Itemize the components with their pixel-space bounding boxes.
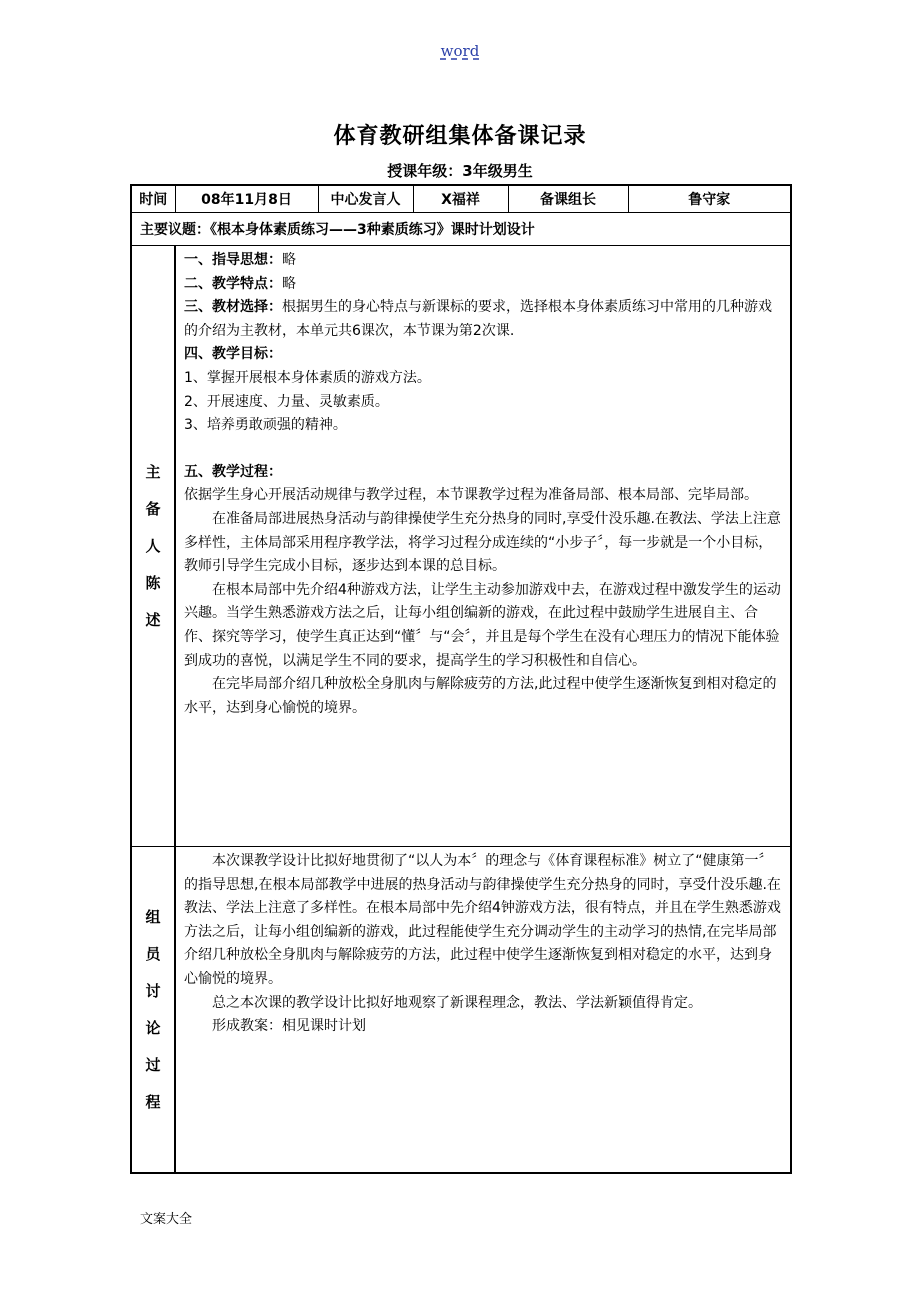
topic-text: 主要议题：《根本身体素质练习——3种素质练习》课时计划设计 xyxy=(131,213,791,246)
leader-value: 鲁守家 xyxy=(628,185,791,213)
leader-label: 备课组长 xyxy=(508,185,628,213)
header-word-link[interactable]: word xyxy=(440,42,480,60)
main-statement-row xyxy=(131,246,791,847)
speaker-label: 中心发言人 xyxy=(318,185,413,213)
main-statement-body: 一、指导思想：略 二、教学特点：略 三、教材选择：根据男生的身心特点与新课标的要求，选择根本身体素质练习中常用的几种游戏的介绍为主教材，本单元共6课次，本节课为第2次课. 四、教学目标： 1、掌握开展根本身体素质的游戏方法。 2、开展速度、力量、灵敏素质。 3、培养勇敢顽强的精神。 五、教学过程： 依据学生身心开展活动规律与教学过程，本节课教学过程为准备局部、根本局部、完毕局部。 在准备局部进展热身活动与韵律操使学生充分热身的同时,享受什没乐趣.在教法、学法上注意多样性，主体局部采用程序教学法，将学习过程分成连续的“小步子〞，每一步就是一个小目标，教师引导学生完成小目标，逐步达到本课的总目标。 在根本局部中先介绍4种游戏方法，让学生主动参加游戏中去，在游戏过程中激发学生的运动兴趣。当学生熟悉游戏方法之后，让每小组创编新的游戏，在此过程中鼓励学生进展自主、合作、探究等学习，使学生真正达到“懂〞与“会〞，并且是每个学生在没有心理压力的情况下能体验到成功的喜悦，以满足学生不同的要求，提高学生的学习积极性和自信心。 在完毕局部介绍几种放松全身肌肉与解除疲劳的方法,此过程中使学生逐渐恢复到相对稳定的水平，达到身心愉悦的境界。 xyxy=(175,246,791,847)
goal-item: 1、掌握开展根本身体素质的游戏方法。 xyxy=(184,369,431,386)
goal-item: 3、培养勇敢顽强的精神。 xyxy=(184,417,347,434)
lesson-record-table xyxy=(130,184,792,1174)
main-side-label: 主 备 人 陈 述 xyxy=(131,246,175,847)
time-label: 时间 xyxy=(131,185,175,213)
topic-row xyxy=(131,213,791,246)
footer-text: 文案大全 xyxy=(140,1212,193,1227)
page-subtitle: 授课年级：3年级男生 xyxy=(387,162,533,180)
page-title: 体育教研组集体备课记录 xyxy=(333,124,587,149)
discussion-row xyxy=(131,847,791,1174)
info-row xyxy=(131,185,791,213)
date-value: 08年11月8日 xyxy=(175,185,318,213)
discussion-side-label: 组 员 讨 论 过 程 xyxy=(131,847,175,1174)
speaker-value: X福祥 xyxy=(413,185,508,213)
goal-item: 2、开展速度、力量、灵敏素质。 xyxy=(184,393,389,410)
discussion-body: 本次课教学设计比拟好地贯彻了“以人为本〞的理念与《体育课程标准》树立了“健康第一〞的指导思想,在根本局部教学中进展的热身活动与韵律操使学生充分热身的同时，享受什没乐趣.在教法、学法上注意了多样性。在根本局部中先介绍4钟游戏方法，很有特点，并且在学生熟悉游戏方法之后，让每小组创编新的游戏，此过程能使学生充分调动学生的主动学习的热情,在完毕局部介绍几种放松全身肌肉与解除疲劳的方法，此过程中使学生逐渐恢复到相对稳定的水平，达到身心愉悦的境界。 总之本次课的教学设计比拟好地观察了新课程理念，教法、学法新颖值得肯定。 形成教案：相见课时计划 xyxy=(175,847,791,1174)
